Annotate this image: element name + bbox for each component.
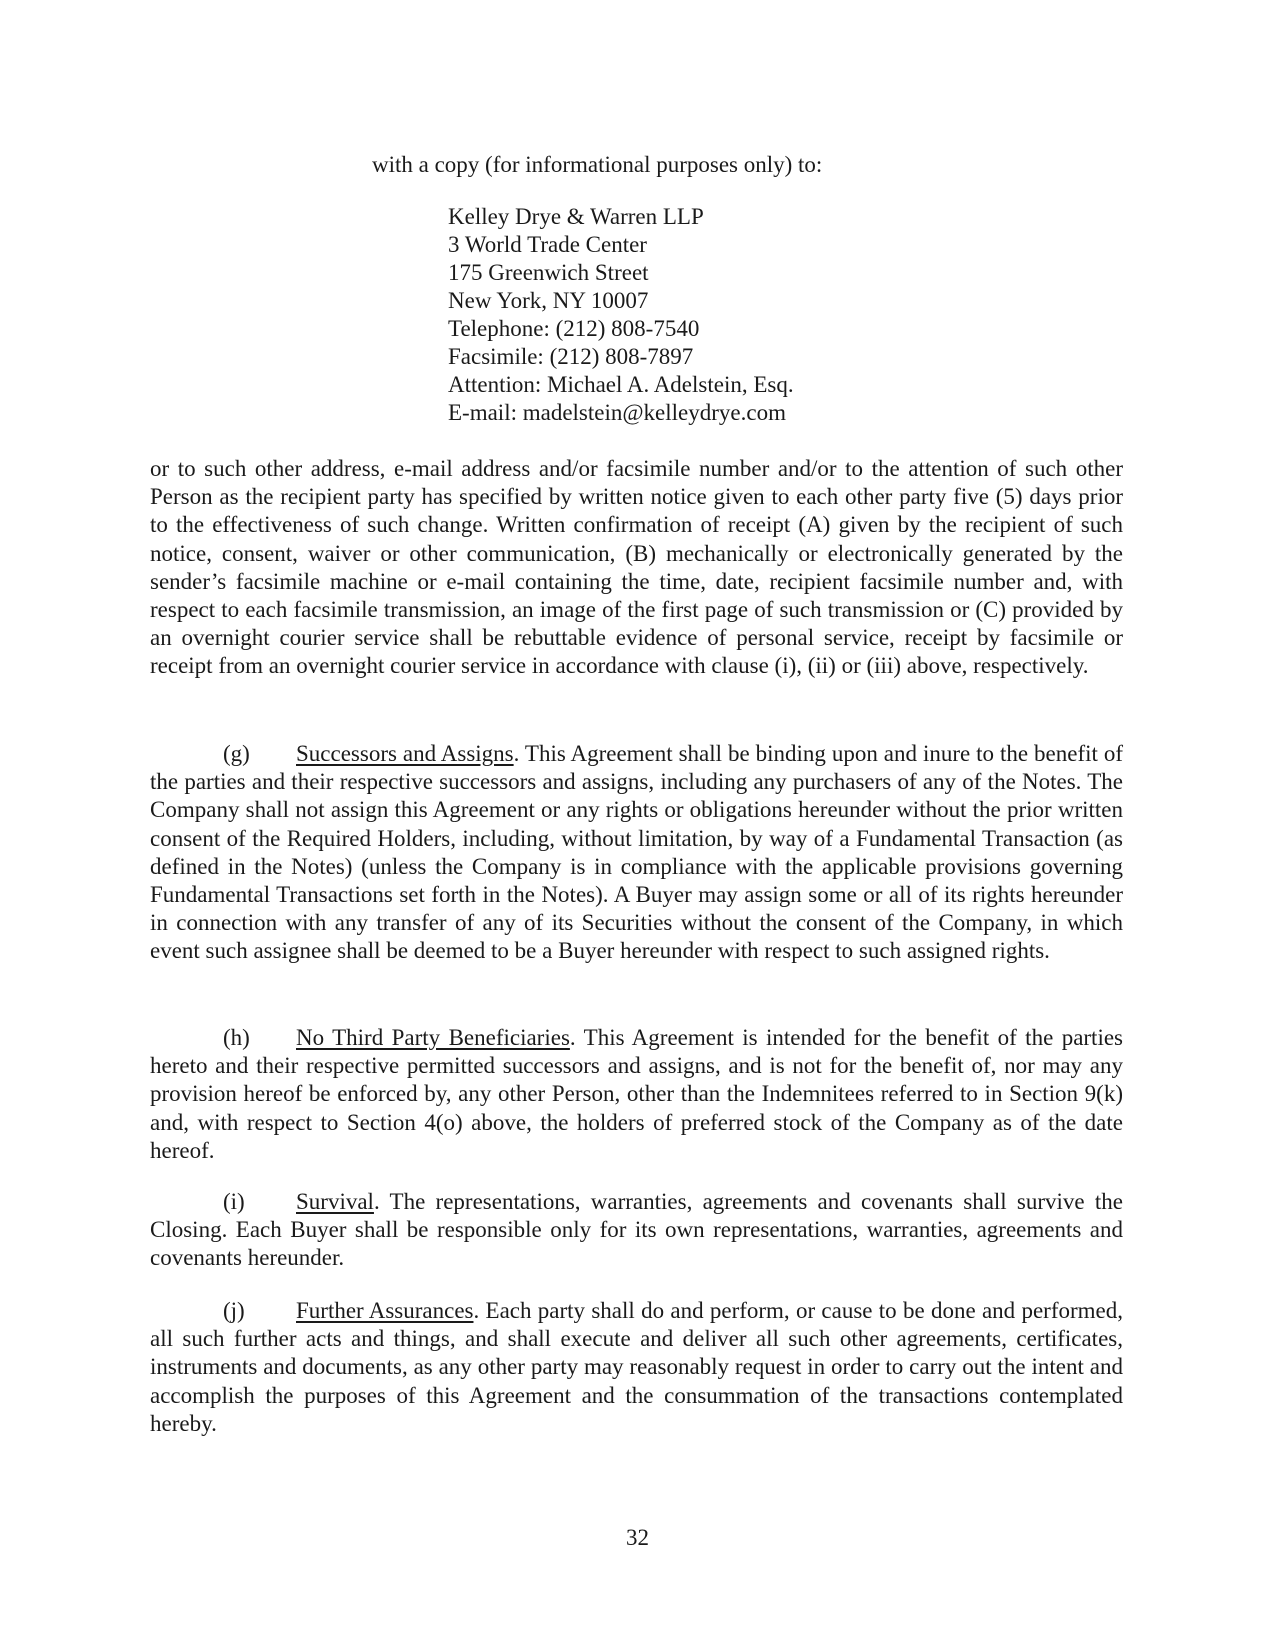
address-email: E-mail: madelstein@kelleydrye.com [448, 400, 786, 425]
section-h-number: (h) [223, 1025, 250, 1050]
address-attention: Attention: Michael A. Adelstein, Esq. [448, 372, 794, 397]
section-j-text: . Each party shall do and perform, or cause to be done and performed, all such further acts and things, and shall execute and deliver all such other agreements, certificates, instruments and documents, as any other party may reasonably request in order to carry out the intent and accomplish the purposes of this Agreement and the consummation of the transactions contemplated hereby. [150, 1298, 1124, 1436]
section-i-number: (i) [223, 1189, 245, 1214]
section-g-number: (g) [223, 741, 250, 766]
address-block [448, 203, 794, 427]
notice-continuation-paragraph: or to such other address, e-mail address and/or facsimile number and/or to the attention of such other Person as the recipient party has specified by written notice given to each other party five (5) days prior to the effectiveness of such change. Written confirmation of receipt (A) given by the recipient of such notice, consent, waiver or other communication, (B) mechanically or electronically generated by the sender’s facsimile machine or e-mail containing the time, date, recipient facsimile number and, with respect to each facsimile transmission, an image of the first page of such transmission or (C) provided by an overnight courier service shall be rebuttable evidence of personal service, receipt by facsimile or receipt from an overnight courier service in accordance with clause (i), (ii) or (iii) above, respectively. [150, 456, 1123, 679]
section-j-heading: Further Assurances [296, 1298, 474, 1323]
section-j-paragraph [150, 1297, 1123, 1438]
address-city: New York, NY 10007 [448, 288, 649, 313]
address-telephone: Telephone: (212) 808-7540 [448, 316, 700, 341]
section-g-heading: Successors and Assigns [296, 741, 514, 766]
address-street: 175 Greenwich Street [448, 260, 649, 285]
page-number: 32 [626, 1525, 649, 1550]
section-h-text: . This Agreement is intended for the benefit of the parties hereto and their respective permitted successors and assigns, and is not for the benefit of, nor may any provision hereof be enforced by, any other Person, other than the Indemnitees referred to in Section 9(k) and, with respect to Section 4(o) above, the holders of preferred stock of the Company as of the date hereof. [150, 1025, 1123, 1163]
address-facsimile: Facsimile: (212) 808-7897 [448, 344, 694, 369]
copy-intro-line: with a copy (for informational purposes only) to: [372, 152, 823, 177]
section-g-text: . This Agreement shall be binding upon and inure to the benefit of the parties and their respective successors and assigns, including any purchasers of any of the Notes. The Company shall not assign this Agreement or any rights or obligations hereunder without the prior written consent of the Required Holders, including, without limitation, by way of a Fundamental Transaction (as defined in the Notes) (unless the Company is in compliance with the applicable provisions governing Fundamental Transactions set forth in the Notes). A Buyer may assign some or all of its rights hereunder in connection with any transfer of any of its Securities without the consent of the Company, in which event such assignee shall be deemed to be a Buyer hereunder with respect to such assigned rights. [150, 741, 1123, 964]
section-h-heading: No Third Party Beneficiaries [296, 1025, 570, 1050]
section-j-number: (j) [223, 1298, 245, 1323]
section-i-heading: Survival [296, 1189, 374, 1214]
section-i-paragraph [150, 1188, 1123, 1273]
section-h-paragraph [150, 1024, 1123, 1165]
address-firm: Kelley Drye & Warren LLP [448, 204, 704, 229]
section-g-paragraph [150, 740, 1123, 966]
address-building: 3 World Trade Center [448, 232, 647, 257]
section-i-text: . The representations, warranties, agreements and covenants shall survive the Closing. Each Buyer shall be responsible only for its own representations, warranties, agreements and covenants hereunder. [150, 1189, 1123, 1271]
